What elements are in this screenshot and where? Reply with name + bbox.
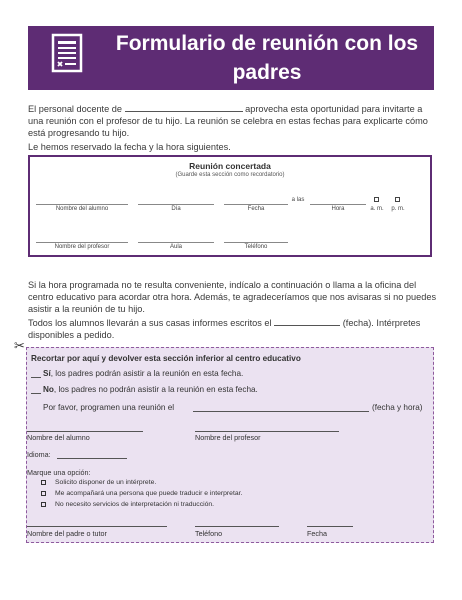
student-name-label: Nombre del alumno — [55, 206, 109, 212]
page-title: Formulario de reunión con los padres — [115, 32, 419, 84]
am-label: a. m. — [370, 206, 384, 212]
yes-check-line[interactable] — [31, 377, 41, 378]
teacher-name-label: Nombre del profesor — [54, 244, 110, 250]
language-field[interactable] — [57, 458, 127, 459]
language-label: Idioma: — [27, 450, 51, 459]
day-field[interactable] — [138, 204, 214, 205]
classroom-field[interactable] — [138, 242, 214, 243]
report-date-blank[interactable] — [274, 317, 340, 326]
reports-text-end: (fecha). Intérpretes disponibles a pedido. — [28, 318, 421, 341]
phone-label: Teléfono — [244, 244, 268, 250]
scissors-icon: ✂ — [14, 338, 25, 353]
return-phone-label: Teléfono — [195, 529, 223, 538]
reschedule-date-field[interactable] — [193, 411, 369, 412]
return-student-field[interactable] — [27, 431, 143, 432]
option-1-checkbox[interactable] — [41, 480, 46, 485]
am-checkbox[interactable] — [374, 197, 379, 202]
no-option — [43, 385, 258, 394]
intro-text-rest: aprovecha esta oportunidad para invitarte a una reunión con el profesor de tu hijo. La reunión se celebra en estas fechas para explicarte cómo está progresando tu hijo. — [28, 104, 428, 139]
intro-text-start: El personal docente de — [28, 104, 122, 114]
return-date-label: Fecha — [307, 529, 327, 538]
classroom-label: Aula — [169, 244, 182, 250]
pm-label: p. m. — [391, 206, 405, 212]
parent-name-label: Nombre del padre o tutor — [27, 529, 107, 538]
meeting-box — [28, 155, 432, 257]
yes-option — [43, 369, 243, 378]
time-label: Hora — [331, 206, 345, 212]
no-bold: No — [43, 385, 54, 394]
reschedule-paragraph: Si la hora programada no te resulta conveniente, indícalo a continuación o llama a la oficina del centro educativo para acordar otra hora. Además, te agradeceríamos que nos avisaras si no puedes asistir a la reunión de tu hijo. — [28, 280, 437, 315]
options-label: Marque una opción: — [27, 468, 91, 477]
reschedule-end: (fecha y hora) — [372, 403, 423, 412]
option-1-label: Solicito disponer de un intérprete. — [55, 479, 157, 486]
pm-checkbox[interactable] — [395, 197, 400, 202]
day-label: Día — [171, 206, 181, 212]
no-text: , los padres no podrán asistir a la reunión en esta fecha. — [53, 385, 258, 394]
reschedule-request: Por favor, programen una reunión el — [43, 403, 175, 412]
reserved-text: Le hemos reservado la fecha y la hora siguientes. — [28, 142, 231, 152]
reports-paragraph — [28, 317, 438, 341]
meeting-box-title: Reunión concertada — [189, 161, 271, 171]
date-field[interactable] — [224, 204, 288, 205]
time-field[interactable] — [310, 204, 366, 205]
yes-bold: Sí — [43, 369, 51, 378]
yes-text: , los padres podrán asistir a la reunión en esta fecha. — [50, 369, 244, 378]
at-label: a las — [291, 197, 305, 203]
teacher-name-field[interactable] — [36, 242, 128, 243]
option-3-checkbox[interactable] — [41, 502, 46, 507]
no-check-line[interactable] — [31, 393, 41, 394]
return-heading: Recortar por aquí y devolver esta sección inferior al centro educativo — [31, 354, 301, 363]
reports-text-start: Todos los alumnos llevarán a sus casas informes escritos el — [28, 318, 272, 328]
clipboard-form-icon — [46, 32, 88, 74]
date-label: Fecha — [247, 206, 265, 212]
return-teacher-label: Nombre del profesor — [195, 433, 261, 442]
option-2-label: Me acompañará una persona que puede traducir e interpretar. — [55, 490, 243, 497]
return-teacher-field[interactable] — [195, 431, 339, 432]
parent-name-field[interactable] — [27, 526, 167, 527]
phone-field[interactable] — [224, 242, 288, 243]
meeting-box-subtitle: (Guarde esta sección como recordatorio) — [175, 172, 285, 178]
return-section — [26, 347, 434, 543]
return-phone-field[interactable] — [195, 526, 279, 527]
intro-paragraph — [28, 103, 438, 140]
student-name-field[interactable] — [36, 204, 128, 205]
option-2-checkbox[interactable] — [41, 491, 46, 496]
return-date-field[interactable] — [307, 526, 353, 527]
return-student-label: Nombre del alumno — [27, 433, 90, 442]
school-staff-blank[interactable] — [125, 103, 243, 112]
option-3-label: No necesito servicios de interpretación ni traducción. — [55, 501, 215, 508]
